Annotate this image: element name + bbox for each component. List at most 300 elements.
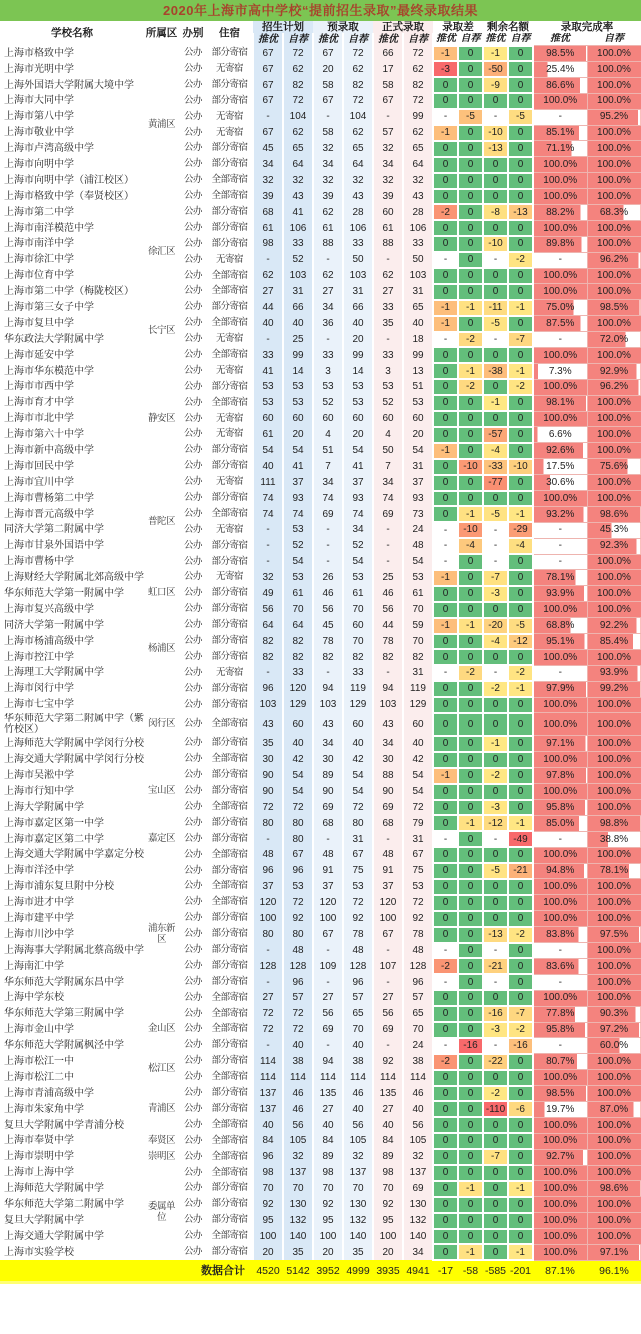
plan-zijian-cell: 48: [283, 943, 313, 959]
plan-zijian-cell: 99: [283, 347, 313, 363]
school-name: 上海市曹杨中学: [4, 556, 74, 568]
plan-zijian-cell: 74: [283, 506, 313, 522]
plan-tuiyou-cell: 67: [253, 77, 283, 93]
diff-zijian-cell: -1: [458, 300, 483, 316]
plan-zijian-cell: 60: [283, 411, 313, 427]
school-row: [0, 332, 641, 348]
boarding-cell: 无寄宿: [215, 523, 243, 535]
pre-zijian-cell: 82: [343, 649, 373, 665]
diff-zijian-cell: 0: [458, 879, 483, 895]
pre-tuiyou-cell: 58: [313, 125, 343, 141]
formal-zijian-cell: 28: [403, 204, 433, 220]
school-name: 上海市复兴高级中学: [4, 603, 94, 615]
rate-tuiyou-cell: 100.0%: [533, 879, 587, 895]
pre-tuiyou-cell: 34: [313, 157, 343, 173]
pre-tuiyou-cell: -: [313, 522, 343, 538]
pre-zijian-cell: 20: [343, 427, 373, 443]
rate-tuiyou-cell: 100.0%: [533, 93, 587, 109]
formal-tuiyou-cell: -: [373, 522, 403, 538]
boarding-cell: 部分寄宿: [211, 816, 248, 828]
plan-zijian-cell: 40: [283, 736, 313, 752]
school-name: 上海理工大学附属中学: [4, 667, 104, 679]
pre-tuiyou-cell: 88: [313, 236, 343, 252]
ownership-cell: 公办: [183, 880, 202, 892]
plan-tuiyou-cell: 100: [253, 1229, 283, 1245]
remain-tuiyou-cell: -110: [483, 1101, 508, 1117]
plan-zijian-cell: 132: [283, 1213, 313, 1229]
header-group-pre-admission: 预录取: [313, 21, 373, 33]
boarding-cell: 全部寄宿: [211, 801, 248, 813]
pre-zijian-cell: 54: [343, 784, 373, 800]
formal-tuiyou-cell: 34: [373, 475, 403, 491]
pre-tuiyou-cell: -: [313, 943, 343, 959]
rate-zijian-cell: 100.0%: [587, 1117, 641, 1133]
plan-tuiyou-cell: 61: [253, 427, 283, 443]
rate-tuiyou-cell: 100.0%: [533, 911, 587, 927]
pre-zijian-cell: 41: [343, 459, 373, 475]
ownership-cell: 公办: [183, 317, 202, 329]
total-rate-tuiyou: 87.1%: [533, 1260, 587, 1281]
pre-tuiyou-cell: -: [313, 252, 343, 268]
plan-tuiyou-cell: 114: [253, 1054, 283, 1070]
remain-tuiyou-cell: -: [493, 540, 498, 552]
rate-zijian-cell: 96.2%: [587, 252, 641, 268]
plan-zijian-cell: 54: [283, 554, 313, 570]
ownership-cell: 公办: [183, 460, 202, 472]
rate-tuiyou-cell: 100.0%: [533, 649, 587, 665]
ownership-cell: 公办: [183, 301, 202, 313]
school-name: 上海市第二中学（梅陇校区）: [4, 286, 134, 298]
header-school-name: 学校名称: [51, 27, 93, 40]
remain-tuiyou-cell: 0: [483, 1133, 508, 1149]
school-name: 上海市第八中学: [4, 111, 74, 123]
diff-zijian-cell: 0: [458, 602, 483, 618]
pre-tuiyou-cell: 26: [313, 570, 343, 586]
boarding-cell: 部分寄宿: [211, 944, 248, 956]
plan-zijian-cell: 72: [283, 46, 313, 62]
remain-zijian-cell: 0: [508, 61, 533, 77]
diff-zijian-cell: 0: [458, 427, 483, 443]
pre-tuiyou-cell: 7: [313, 459, 343, 475]
diff-zijian-cell: 0: [458, 800, 483, 816]
pre-tuiyou-cell: 33: [313, 347, 343, 363]
plan-tuiyou-cell: 27: [253, 284, 283, 300]
rate-zijian-cell: 100.0%: [587, 268, 641, 284]
pre-tuiyou-cell: 56: [313, 602, 343, 618]
pre-tuiyou-cell: 89: [313, 1149, 343, 1165]
school-row: [0, 173, 641, 189]
remain-tuiyou-cell: 0: [483, 1165, 508, 1181]
pre-zijian-cell: 132: [343, 1213, 373, 1229]
school-row: [0, 1213, 641, 1229]
formal-zijian-cell: 48: [403, 538, 433, 554]
formal-tuiyou-cell: -: [373, 974, 403, 990]
formal-tuiyou-cell: 92: [373, 1197, 403, 1213]
remain-zijian-cell: 0: [508, 411, 533, 427]
formal-zijian-cell: 105: [403, 1133, 433, 1149]
plan-tuiyou-cell: 82: [253, 649, 283, 665]
plan-zijian-cell: 43: [283, 189, 313, 205]
school-name: 上海市格致中学（奉贤校区）: [4, 190, 134, 202]
formal-zijian-cell: 54: [403, 554, 433, 570]
boarding-cell: 无寄宿: [215, 571, 243, 583]
formal-tuiyou-cell: 89: [373, 1149, 403, 1165]
school-name: 同济大学第一附属中学: [4, 619, 104, 631]
school-row: [0, 46, 641, 62]
district-label: 奉贤区: [147, 1134, 175, 1146]
school-name: 上海市松江二中: [4, 1071, 74, 1083]
formal-zijian-cell: 18: [403, 332, 433, 348]
diff-tuiyou-cell: 0: [433, 506, 458, 522]
remain-tuiyou-cell: 0: [483, 1117, 508, 1133]
formal-tuiyou-cell: 68: [373, 815, 403, 831]
ownership-cell: 公办: [183, 348, 202, 360]
formal-tuiyou-cell: 69: [373, 506, 403, 522]
plan-zijian-cell: 130: [283, 1197, 313, 1213]
rate-tuiyou-cell: 80.7%: [533, 1054, 587, 1070]
school-row: [0, 752, 641, 768]
plan-tuiyou-cell: 80: [253, 815, 283, 831]
pre-zijian-cell: 60: [343, 411, 373, 427]
district-label: 金山区: [147, 1023, 175, 1035]
school-row: [0, 220, 641, 236]
school-name: 上海市格致中学: [4, 47, 74, 59]
plan-tuiyou-cell: 68: [253, 204, 283, 220]
remain-zijian-cell: 0: [508, 713, 533, 736]
remain-tuiyou-cell: 0: [483, 1181, 508, 1197]
remain-zijian-cell: 0: [508, 141, 533, 157]
rate-tuiyou-cell: 92.7%: [533, 1149, 587, 1165]
plan-tuiyou-cell: 60: [253, 411, 283, 427]
remain-zijian-cell: -21: [508, 863, 533, 879]
ownership-cell: 公办: [183, 896, 202, 908]
plan-tuiyou-cell: 100: [253, 911, 283, 927]
pre-zijian-cell: 14: [343, 363, 373, 379]
remain-tuiyou-cell: 0: [483, 93, 508, 109]
diff-tuiyou-cell: -1: [433, 125, 458, 141]
rate-zijian-cell: 100.0%: [587, 943, 641, 959]
school-name: 上海市实验学校: [4, 1246, 74, 1258]
formal-tuiyou-cell: 27: [373, 284, 403, 300]
formal-zijian-cell: 50: [403, 252, 433, 268]
boarding-cell: 全部寄宿: [211, 1071, 248, 1083]
district-label: 嘉定区: [147, 832, 175, 844]
remain-zijian-cell: -1: [508, 506, 533, 522]
remain-tuiyou-cell: -7: [483, 1149, 508, 1165]
school-row: [0, 927, 641, 943]
rate-tuiyou-cell: 100.0%: [533, 713, 587, 736]
boarding-cell: 部分寄宿: [211, 832, 248, 844]
remain-tuiyou-cell: 0: [483, 990, 508, 1006]
pre-zijian-cell: 80: [343, 815, 373, 831]
pre-tuiyou-cell: 27: [313, 284, 343, 300]
remain-zijian-cell: 0: [508, 974, 533, 990]
remain-tuiyou-cell: -38: [483, 363, 508, 379]
diff-zijian-cell: 0: [458, 61, 483, 77]
plan-zijian-cell: 52: [283, 252, 313, 268]
ownership-cell: 公办: [183, 785, 202, 797]
total-diff-zijian: -58: [458, 1260, 483, 1281]
diff-tuiyou-cell: -: [443, 667, 448, 679]
remain-zijian-cell: 0: [508, 157, 533, 173]
plan-tuiyou-cell: 30: [253, 752, 283, 768]
total-formal-tuiyou: 3935: [373, 1260, 403, 1281]
pre-zijian-cell: 65: [343, 1006, 373, 1022]
remain-tuiyou-cell: -4: [483, 634, 508, 650]
boarding-cell: 部分寄宿: [211, 1198, 248, 1210]
boarding-cell: 部分寄宿: [211, 928, 248, 940]
diff-zijian-cell: 0: [458, 895, 483, 911]
plan-tuiyou-cell: -: [253, 522, 283, 538]
ownership-cell: 公办: [183, 190, 202, 202]
diff-zijian-cell: 0: [458, 927, 483, 943]
boarding-cell: 无寄宿: [215, 428, 243, 440]
school-name: 上海中学东校: [4, 992, 64, 1004]
remain-zijian-cell: -12: [508, 634, 533, 650]
remain-zijian-cell: -1: [508, 681, 533, 697]
pre-tuiyou-cell: 3: [313, 363, 343, 379]
remain-zijian-cell: 0: [508, 1149, 533, 1165]
rate-tuiyou-cell: 100.0%: [533, 1133, 587, 1149]
school-row: [0, 784, 641, 800]
remain-zijian-cell: 0: [508, 1133, 533, 1149]
plan-zijian-cell: 60: [283, 713, 313, 736]
plan-tuiyou-cell: 67: [253, 125, 283, 141]
remain-zijian-cell: 0: [508, 1197, 533, 1213]
diff-tuiyou-cell: 0: [433, 157, 458, 173]
plan-tuiyou-cell: 96: [253, 863, 283, 879]
remain-tuiyou-cell: 0: [483, 1229, 508, 1245]
diff-tuiyou-cell: 0: [433, 475, 458, 491]
rate-tuiyou-cell: 93.9%: [533, 586, 587, 602]
remain-zijian-cell: 0: [508, 347, 533, 363]
remain-zijian-cell: 0: [508, 1213, 533, 1229]
plan-zijian-cell: 53: [283, 379, 313, 395]
plan-tuiyou-cell: 74: [253, 491, 283, 507]
formal-zijian-cell: 38: [403, 1054, 433, 1070]
school-name: 上海市吴淞中学: [4, 769, 74, 781]
diff-tuiyou-cell: -1: [433, 768, 458, 784]
plan-tuiyou-cell: 53: [253, 395, 283, 411]
school-name: 上海交通大学附属中学嘉定分校: [4, 849, 144, 861]
formal-tuiyou-cell: 27: [373, 1101, 403, 1117]
boarding-cell: 全部寄宿: [211, 1023, 248, 1035]
remain-tuiyou-cell: -3: [483, 586, 508, 602]
school-row: [0, 252, 641, 268]
pre-zijian-cell: 64: [343, 157, 373, 173]
remain-zijian-cell: 0: [508, 1086, 533, 1102]
school-name: 上海市杨浦高级中学: [4, 635, 94, 647]
pre-zijian-cell: 62: [343, 61, 373, 77]
rate-tuiyou-cell: 100.0%: [533, 491, 587, 507]
ownership-cell: 公办: [183, 555, 202, 567]
school-row: [0, 895, 641, 911]
rate-zijian-cell: 100.0%: [587, 77, 641, 93]
plan-tuiyou-cell: 32: [253, 570, 283, 586]
diff-tuiyou-cell: 0: [433, 895, 458, 911]
formal-tuiyou-cell: 61: [373, 220, 403, 236]
pre-zijian-cell: 50: [343, 252, 373, 268]
diff-zijian-cell: 0: [458, 1006, 483, 1022]
boarding-cell: 全部寄宿: [211, 880, 248, 892]
rate-tuiyou-cell: -: [533, 332, 587, 348]
pre-zijian-cell: 33: [343, 665, 373, 681]
plan-tuiyou-cell: 49: [253, 586, 283, 602]
rate-zijian-cell: 100.0%: [587, 649, 641, 665]
plan-zijian-cell: 61: [283, 586, 313, 602]
boarding-cell: 部分寄宿: [211, 158, 248, 170]
formal-tuiyou-cell: -: [373, 252, 403, 268]
pre-zijian-cell: 137: [343, 1165, 373, 1181]
plan-zijian-cell: 33: [283, 665, 313, 681]
school-row: [0, 681, 641, 697]
plan-zijian-cell: 64: [283, 157, 313, 173]
school-name: 上海市浦东复旦附中分校: [4, 881, 114, 893]
pre-zijian-cell: 119: [343, 681, 373, 697]
school-name: 上海市闵行中学: [4, 683, 74, 695]
remain-tuiyou-cell: -: [493, 333, 498, 345]
pre-zijian-cell: 56: [343, 1117, 373, 1133]
remain-tuiyou-cell: 0: [483, 602, 508, 618]
diff-tuiyou-cell: 0: [433, 268, 458, 284]
ownership-cell: 公办: [183, 635, 202, 646]
rate-tuiyou-cell: 78.1%: [533, 570, 587, 586]
remain-tuiyou-cell: -9: [483, 77, 508, 93]
diff-zijian-cell: 0: [458, 491, 483, 507]
remain-zijian-cell: -5: [508, 109, 533, 125]
rate-tuiyou-cell: 7.3%: [533, 363, 587, 379]
formal-zijian-cell: 60: [403, 713, 433, 736]
pre-zijian-cell: 104: [343, 109, 373, 125]
boarding-cell: 无寄宿: [215, 666, 243, 678]
remain-tuiyou-cell: -11: [483, 300, 508, 316]
pre-zijian-cell: 60: [343, 618, 373, 634]
pre-tuiyou-cell: 103: [313, 697, 343, 713]
total-row: [0, 1260, 641, 1281]
pre-tuiyou-cell: 90: [313, 784, 343, 800]
diff-tuiyou-cell: 0: [433, 363, 458, 379]
total-pre-zijian: 4999: [343, 1260, 373, 1281]
remain-zijian-cell: -1: [508, 815, 533, 831]
diff-zijian-cell: 0: [458, 554, 483, 570]
diff-tuiyou-cell: 0: [433, 586, 458, 602]
formal-zijian-cell: 53: [403, 879, 433, 895]
remain-zijian-cell: 0: [508, 46, 533, 62]
remain-zijian-cell: 0: [508, 768, 533, 784]
pre-zijian-cell: 105: [343, 1133, 373, 1149]
remain-tuiyou-cell: -13: [483, 141, 508, 157]
school-row: [0, 911, 641, 927]
rate-zijian-cell: 100.0%: [587, 1165, 641, 1181]
pre-zijian-cell: 103: [343, 268, 373, 284]
rate-zijian-cell: 100.0%: [587, 554, 641, 570]
ownership-cell: 公办: [183, 269, 202, 281]
school-row: [0, 634, 641, 650]
plan-zijian-cell: 137: [283, 1165, 313, 1181]
plan-tuiyou-cell: 114: [253, 1070, 283, 1086]
ownership-cell: 公办: [183, 975, 202, 987]
formal-tuiyou-cell: 98: [373, 1165, 403, 1181]
diff-tuiyou-cell: -: [443, 555, 448, 567]
boarding-cell: 部分寄宿: [211, 619, 248, 631]
pre-zijian-cell: 72: [343, 46, 373, 62]
plan-tuiyou-cell: 90: [253, 768, 283, 784]
plan-tuiyou-cell: 111: [253, 475, 283, 491]
rate-zijian-cell: 100.0%: [587, 736, 641, 752]
formal-zijian-cell: 62: [403, 125, 433, 141]
ownership-cell: 公办: [183, 848, 202, 860]
boarding-cell: 部分寄宿: [211, 635, 248, 646]
rate-zijian-cell: 100.0%: [587, 284, 641, 300]
plan-zijian-cell: 72: [283, 1022, 313, 1038]
pre-tuiyou-cell: 52: [313, 395, 343, 411]
diff-tuiyou-cell: -2: [433, 204, 458, 220]
ownership-cell: 公办: [183, 571, 202, 583]
plan-zijian-cell: 14: [283, 363, 313, 379]
school-name: 上海市行知中学: [4, 785, 74, 797]
remain-zijian-cell: -1: [508, 1244, 533, 1260]
school-name: 华东师范大学第一附属中学: [4, 588, 124, 600]
formal-tuiyou-cell: 74: [373, 491, 403, 507]
plan-zijian-cell: 32: [283, 173, 313, 189]
plan-tuiyou-cell: 137: [253, 1086, 283, 1102]
plan-zijian-cell: 41: [283, 204, 313, 220]
school-row: [0, 157, 641, 173]
plan-tuiyou-cell: 98: [253, 1165, 283, 1181]
formal-zijian-cell: 54: [403, 768, 433, 784]
remain-zijian-cell: 0: [508, 1229, 533, 1245]
diff-tuiyou-cell: 0: [433, 784, 458, 800]
diff-tuiyou-cell: 0: [433, 1101, 458, 1117]
school-name: 华东师范大学第二附属中学（紫竹校区）: [4, 712, 144, 736]
plan-tuiyou-cell: 27: [253, 990, 283, 1006]
formal-zijian-cell: 20: [403, 427, 433, 443]
rate-tuiyou-cell: -: [533, 1038, 587, 1054]
diff-tuiyou-cell: 0: [433, 800, 458, 816]
pre-zijian-cell: 72: [343, 93, 373, 109]
header-district: 所属区: [145, 27, 178, 40]
school-name: 上海市大同中学: [4, 95, 74, 107]
rate-zijian-cell: 100.0%: [587, 879, 641, 895]
pre-tuiyou-cell: 40: [313, 1117, 343, 1133]
formal-tuiyou-cell: 33: [373, 300, 403, 316]
school-row: [0, 1101, 641, 1117]
rate-tuiyou-cell: 100.0%: [533, 1165, 587, 1181]
plan-zijian-cell: 129: [283, 697, 313, 713]
formal-tuiyou-cell: 30: [373, 752, 403, 768]
formal-tuiyou-cell: 94: [373, 681, 403, 697]
rate-zijian-cell: 100.0%: [587, 800, 641, 816]
plan-tuiyou-cell: -: [253, 554, 283, 570]
boarding-cell: 全部寄宿: [211, 896, 248, 908]
boarding-cell: 全部寄宿: [211, 269, 248, 281]
district-label: 宝山区: [147, 785, 175, 797]
pre-zijian-cell: 34: [343, 522, 373, 538]
formal-tuiyou-cell: 7: [373, 459, 403, 475]
remain-tuiyou-cell: 0: [483, 347, 508, 363]
school-row: [0, 77, 641, 93]
rate-zijian-cell: 100.0%: [587, 1213, 641, 1229]
rate-zijian-cell: 100.0%: [587, 1070, 641, 1086]
remain-tuiyou-cell: 0: [483, 752, 508, 768]
diff-tuiyou-cell: -: [443, 540, 448, 552]
formal-tuiyou-cell: 32: [373, 141, 403, 157]
district-label: 松江区: [147, 1063, 175, 1075]
school-name: 上海交通大学附属中学闵行分校: [4, 754, 144, 766]
plan-tuiyou-cell: 56: [253, 602, 283, 618]
pre-tuiyou-cell: 98: [313, 1165, 343, 1181]
pre-tuiyou-cell: 114: [313, 1070, 343, 1086]
